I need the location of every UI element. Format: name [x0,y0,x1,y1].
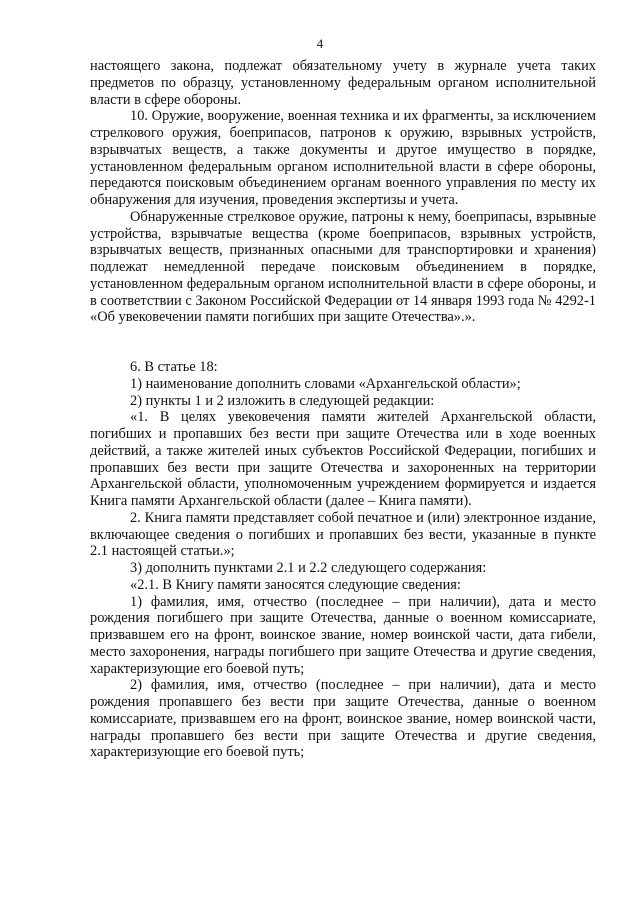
paragraph-point-1: «1. В целях увековечения памяти жителей Архангельской области, погибших и пропавших без вести при защите Отечества или в ходе военных действий, а также жителей иных субъектов Российской Федерации, погибших и пропавших без вести при защите Отечества и захороненных на территории Архангельской области, уполномоченным учреждением формируется и издается Книга памяти Архангельской области (далее – Книга памяти). [90,409,596,509]
paragraph-item-10: 10. Оружие, вооружение, военная техника и их фрагменты, за исключением стрелкового оружия, боеприпасов, патронов к оружию, взрывных устройств, взрывчатых веществ, а также документы и другое имущество в порядке, установленном федеральным органом исполнительной власти в сфере обороны, передаются поисковым объединением органам военного управления по месту их обнаружения для изучения, проведения экспертизы и учета. [90,108,596,208]
paragraph-continuation: настоящего закона, подлежат обязательному учету в журнале учета таких предметов по образцу, установленному федеральным органом исполнительной власти в сфере обороны. [90,58,596,108]
page-number: 4 [316,36,324,51]
paragraph-found-weapons: Обнаруженные стрелковое оружие, патроны к нему, боеприпасы, взрывные устройства, взрывчатые вещества (кроме боеприпасов, взрывных устройств, взрывчатых веществ, признанных опасными для транспортировки и хранения) подлежат немедленной передаче поисковым объединением в порядке, установленном федеральным органом исполнительной власти в сфере обороны, и в соответствии с Законом Российской Федерации от 14 января 1993 года № 4292-1 «Об увековечении памяти погибших при защите Отечества».». [90,208,596,326]
paragraph-amend-title: 1) наименование дополнить словами «Архангельской области»; [130,375,521,392]
paragraph-article-18: 6. В статье 18: [130,359,218,375]
paragraph-subitem-1: 1) фамилия, имя, отчество (последнее – при наличии), дата и место рождения погибшего при защите Отечества, данные о военном комиссариате, призвавшем его на фронт, воинское звание, номер воинской части, дата гибели, место захоронения, награды погибшего при защите Отечества и другие сведения, характеризующие его боевой путь; [90,593,596,677]
paragraph-point-2-1: «2.1. В Книгу памяти заносятся следующие сведения: [130,576,461,593]
paragraph-gap [90,326,596,359]
paragraph-subitem-2: 2) фамилия, имя, отчество (последнее – при наличии), дата и место рождения пропавшего без вести при защите Отечества, данные о военном комиссариате, призвавшем его на фронт, воинское звание, номер воинской части, награды пропавшего без вести при защите Отечества и другие сведения, характеризующие его боевой путь; [90,677,596,761]
document-body [90,58,596,761]
paragraph-add-points: 3) дополнить пунктами 2.1 и 2.2 следующего содержания: [130,560,487,576]
paragraph-point-2: 2. Книга памяти представляет собой печатное и (или) электронное издание, включающее сведения о погибших и пропавших без вести, указанные в пункте 2.1 настоящей статьи.»; [90,509,596,560]
paragraph-amend-points: 2) пункты 1 и 2 изложить в следующей редакции: [130,392,435,409]
